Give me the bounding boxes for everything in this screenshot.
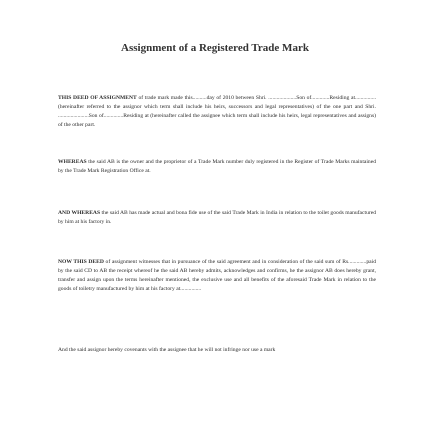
paragraph-lead: WHEREAS bbox=[58, 159, 87, 165]
paragraph-now-this-deed bbox=[58, 258, 376, 294]
paragraph-lead: THIS DEED OF ASSIGNMENT bbox=[58, 95, 137, 101]
document-title: Assignment of a Registered Trade Mark bbox=[121, 42, 309, 54]
paragraph-and-whereas bbox=[58, 209, 376, 227]
paragraph-whereas bbox=[58, 158, 376, 176]
paragraph-text: And the said assignor hereby covenants with the assignee that he will not infringe nor use a mark bbox=[58, 347, 276, 353]
paragraph-deed-parties bbox=[58, 94, 376, 130]
paragraph-covenant bbox=[58, 346, 376, 355]
paragraph-lead: NOW THIS DEED bbox=[58, 259, 104, 265]
paragraph-text: the said AB is the owner and the proprietor of a Trade Mark number duly registered in the Register of Trade Marks maintained by the Trade Mark Registration Office at. bbox=[58, 159, 376, 174]
paragraph-text: of trade mark made this..........day of 2010 between Shri. ....................Son of.............Residing at...............(hereinafter referred to the assignor which term shall include his heirs, successors and legal representatives) of the one part and Shri. ......................Son of..............Residing at (hereinafter called the assignee which term shall include his heirs, legal representatives and assigns) of the other part. bbox=[58, 95, 376, 128]
paragraph-text: the said AB has made actual and bona fide use of the said Trade Mark in India in relation to the toilet goods manufactured by him at his factory in. bbox=[58, 210, 377, 225]
paragraph-lead: AND WHEREAS bbox=[58, 210, 101, 216]
paragraph-text: of assignment witnesses that in pursuance of the said agreement and in consideration of the said sum of Rs.............paid by the said CD to AB the receipt whereof he the said AB hereby admits, acknowledges and confirms, he the assignor AB does hereby grant, transfer and assign upon the terms hereinafter mentioned, the exclusive use and all benefits of the aforesaid Trade Mark in relation to the goods of toiletry manufactured by him at his factory at............... bbox=[58, 259, 376, 292]
